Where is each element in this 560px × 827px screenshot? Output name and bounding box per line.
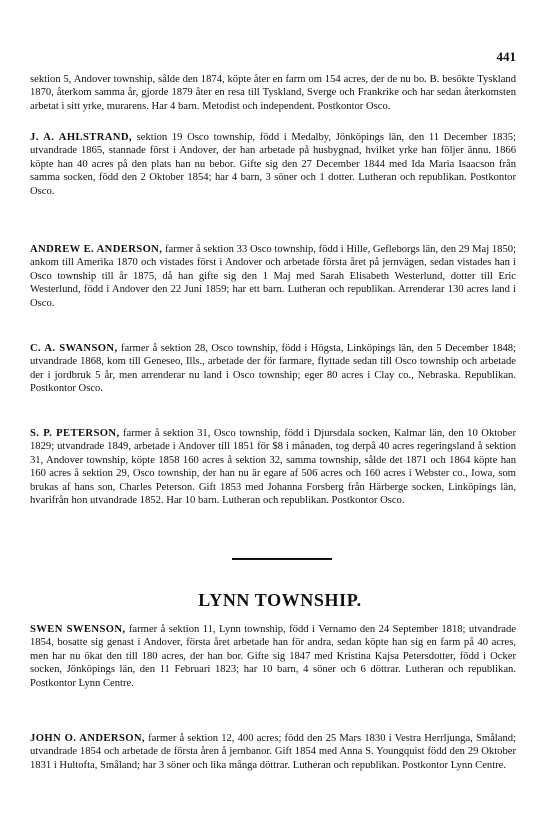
entry-continued xyxy=(30,73,516,113)
entry-text: farmer å sektion 28, Osco township, född i Högsta, Linköpings län, den 5 December 1848; utvandrade 1868, kom till Geneseo, Ills., arbetade der för farmare, flyttade sedan till Osco township och arbetade der i jordbruk 5 år, men arrenderar nu land i Osco township; eger 80 acres i Clay co., Nebraska. Republikan. Postkontor Osco. xyxy=(30,343,516,395)
section-divider xyxy=(232,558,332,560)
entry-peterson xyxy=(30,427,516,507)
entry-text: farmer å sektion 33 Osco township, född i Hille, Gefleborgs län, den 29 Maj 1850; ankom till Amerika 1870 och vistades först i Andover och arbetade första året på jernvägen, sedan vistades han i Osco township till år 1875, då han gifte sig den 1 Maj med Sarah Elisabeth Westerlund, dotter till Eric Westerlund, född i Andover den 22 Juni 1859; har ett barn. Lutheran och republikan. Arrenderar 130 acres land i Osco. xyxy=(30,244,516,309)
entry-name: JOHN O. ANDERSON, xyxy=(30,733,145,744)
entry-name: SWEN SWENSON, xyxy=(30,624,126,635)
entry-text: farmer å sektion 11, Lynn township, född i Vernamo den 24 September 1818; utvandrade 1854, bosatte sig genast i Andover, första året arbetade han för andra, sedan köpte han sig en farm på 40 acres, men har nu ökat den till 180 acres, der han bor. Gifte sig 1847 med Kristina Kajsa Petersdotter, född i Ocker socken, Jönköpings län, den 11 Februari 1823; har 10 barn, 4 söner och 6 döttrar. Lutheran och republikan. Postkontor Lynn Centre. xyxy=(30,624,516,689)
entry-andrew-anderson xyxy=(30,243,516,310)
entry-text: sektion 19 Osco township, född i Medalby, Jönköpings län, den 11 December 1835; utvandrade 1865, stannade först i Andover, der han arbetade på husbygnad, hvilket yrke han följer ännu. 1866 köpte han 40 acres på den plats han nu bebor. Gifte sig den 27 December 1844 med Ida Maria Isaacson från samma socken, född den 2 Oktober 1854; har 4 barn, 3 söner och 1 dotter. Lutheran och republikan. Postkontor Osco. xyxy=(30,132,516,197)
entry-name: J. A. AHLSTRAND, xyxy=(30,132,132,143)
entry-name: S. P. PETERSON, xyxy=(30,428,120,439)
entry-text: farmer å sektion 31, Osco township, född i Djursdala socken, Kalmar län, den 10 Oktober 1829; utvandrade 1849, arbetade i Andover till 1851 för $8 i månaden, tog derpå 40 acres regeringsland å sektion 31, Andover township, köpte 1858 160 acres å sektion 32, samma township, sålde det 1871 och 1864 köpte han 160 acres å sektion 29, Osco township, der han nu är egare af 506 acres och 160 acres i Webster co., Iowa, som brukas af hans son, Charles Peterson. Gift 1853 med Johanna Forsberg från Härberge socken, Linköpings län, hvarifrån hon utvandrade 1852. Har 10 barn. Lutheran och republikan. Postkontor Osco. xyxy=(30,428,517,507)
entry-name: C. A. SWANSON, xyxy=(30,343,118,354)
entry-swanson xyxy=(30,342,516,396)
entry-text: sektion 5, Andover township, sålde den 1874, köpte åter en farm om 154 acres, der de nu bo. B. besökte Tyskland 1870, återkom samma år, gjorde 1879 åter en resa till Tyskland, Sverge och Frankrike och har sedan återkomsten arbetat i sitt yrke, murarens. Har 4 barn. Metodist och independent. Postkontor Osco. xyxy=(30,74,516,112)
entry-swen-swenson xyxy=(30,623,516,690)
section-title: LYNN TOWNSHIP. xyxy=(198,590,362,610)
entry-john-anderson xyxy=(30,732,516,772)
entry-ahlstrand xyxy=(30,131,516,198)
entry-name: ANDREW E. ANDERSON, xyxy=(30,244,163,255)
entry-text: farmer å sektion 12, 400 acres; född den 25 Mars 1830 i Vestra Herrljunga, Småland; utvandrade 1854 och arbetade de första åren å jernbanor. Gift 1854 med Anna S. Youngquist född den 29 Oktober 1831 i Hultofta, Småland; har 3 söner och lika många döttrar. Lutheran och republikan. Postkontor Lynn Centre. xyxy=(30,733,516,771)
page-number: 441 xyxy=(496,49,516,64)
